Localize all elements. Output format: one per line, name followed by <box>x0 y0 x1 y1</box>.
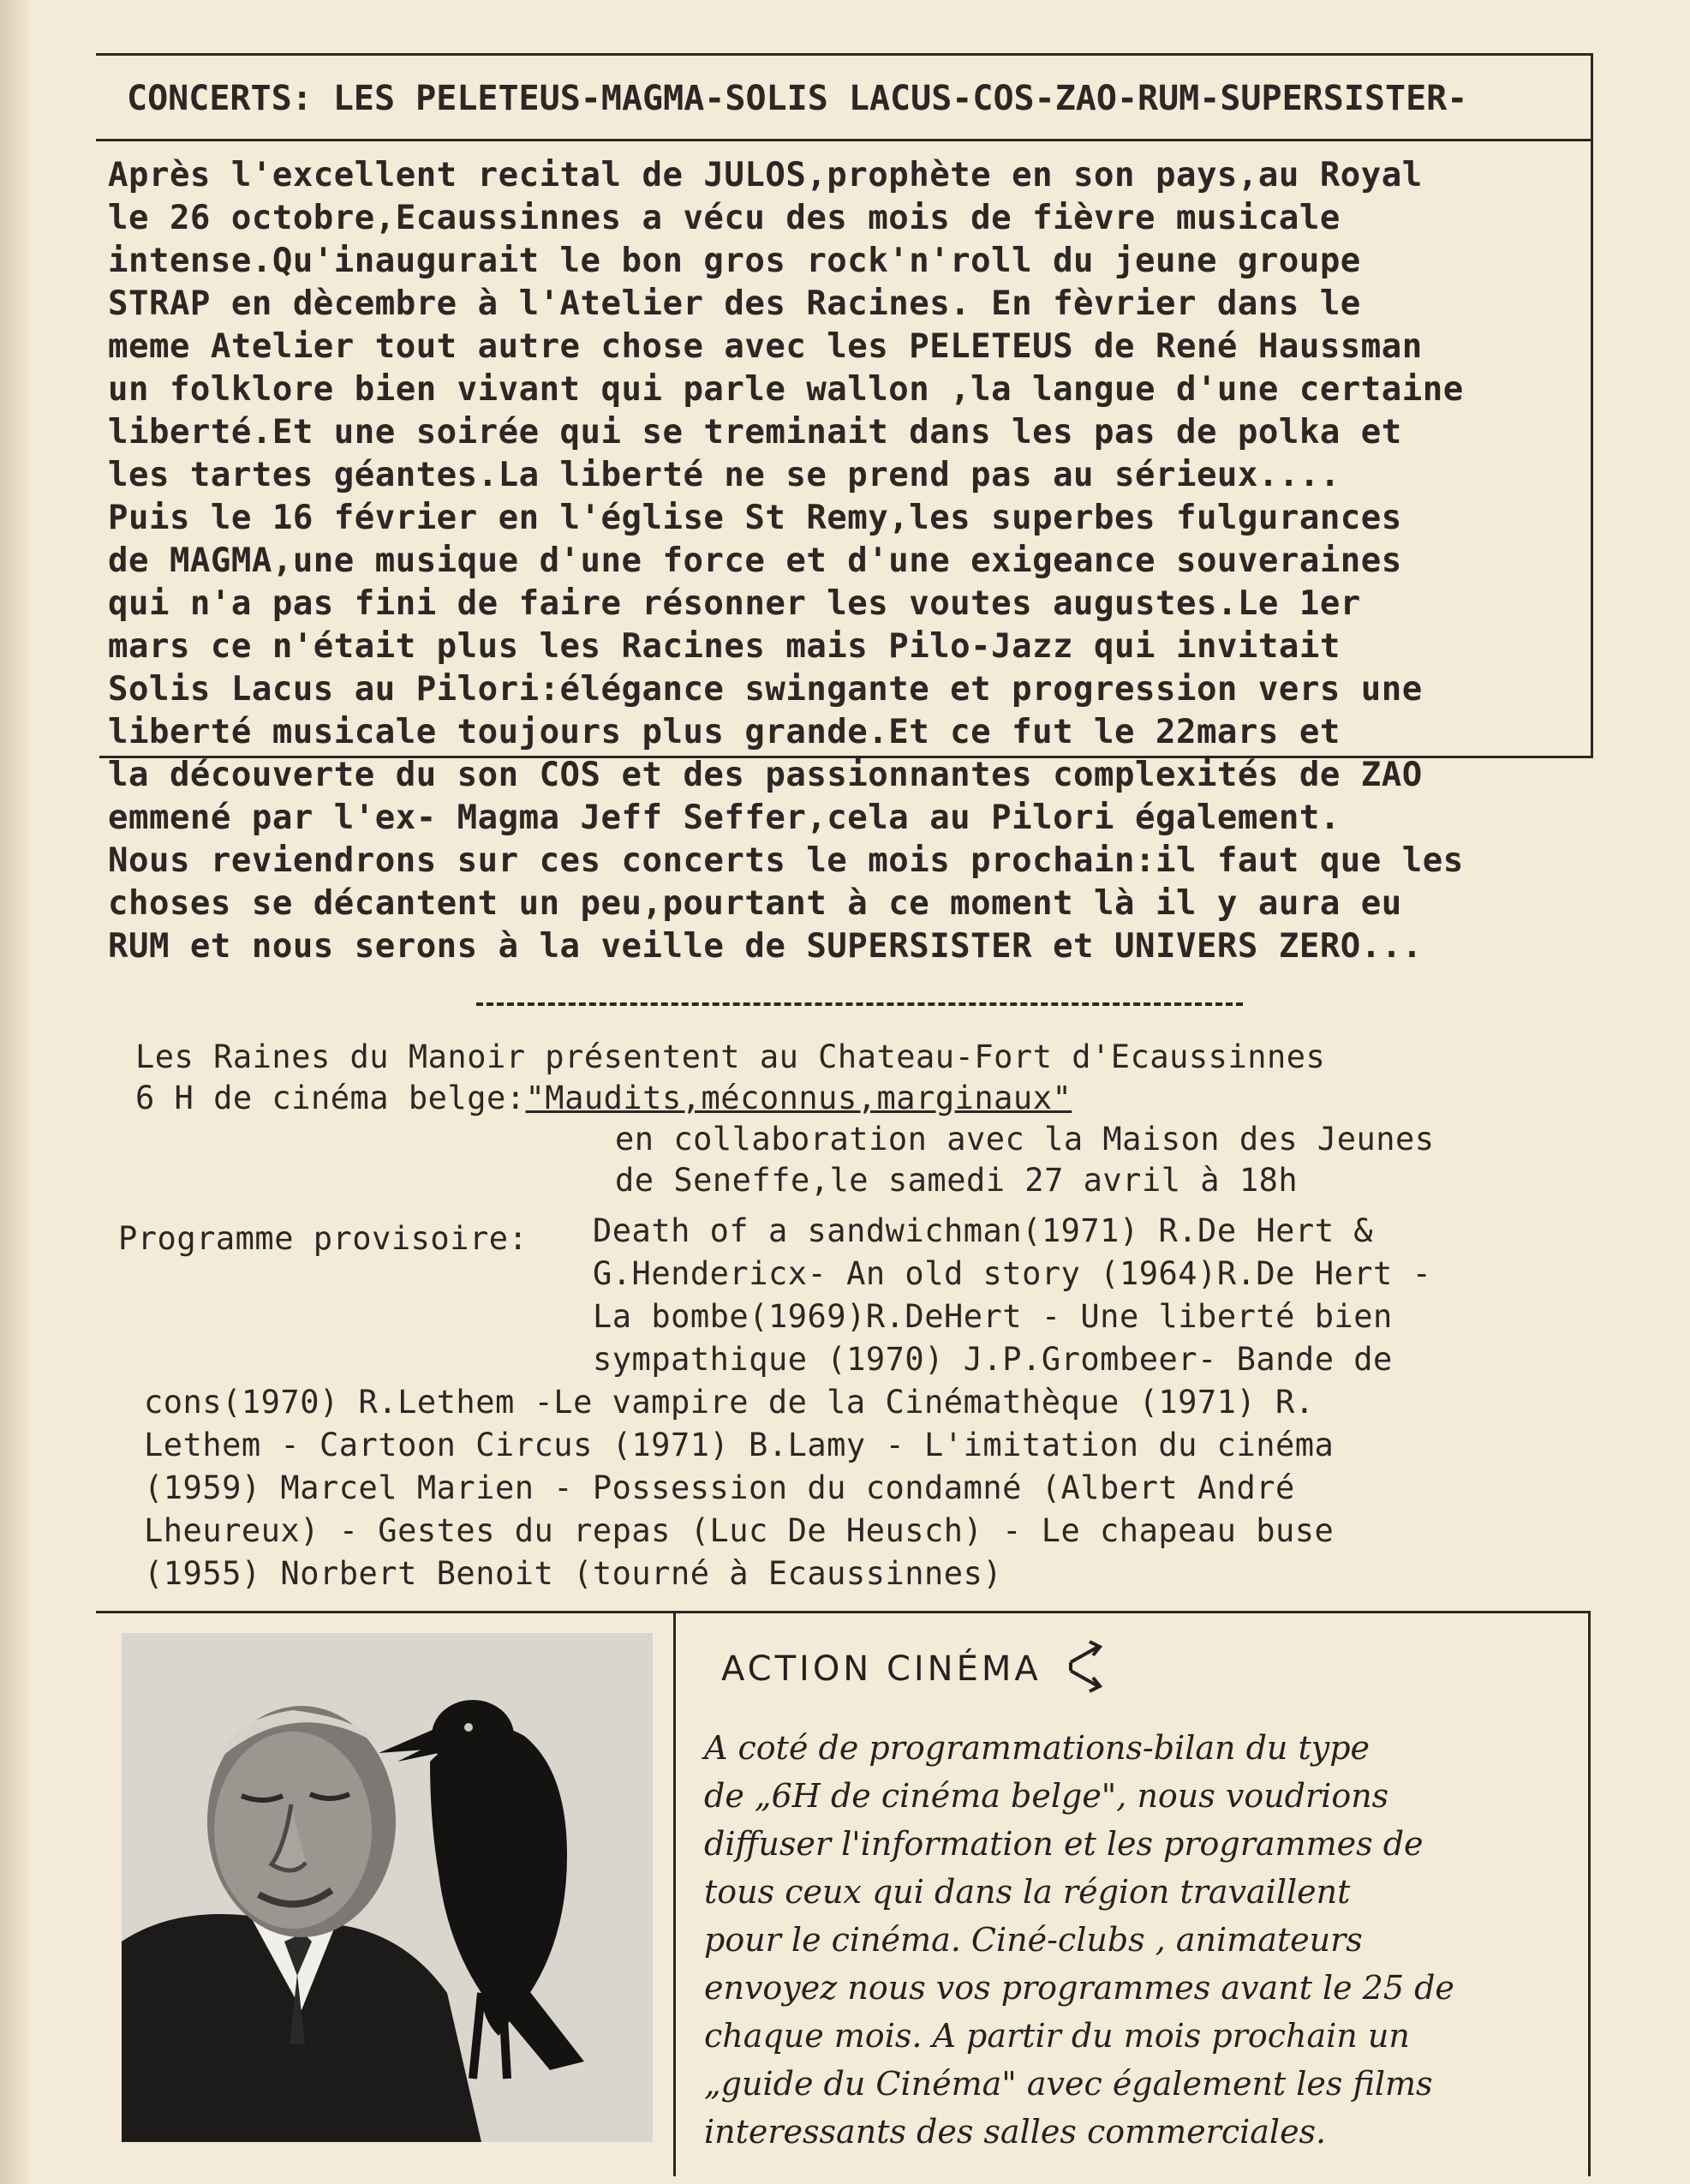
cinema-announcement <box>135 1037 1325 1119</box>
double-arrow-icon <box>1064 1637 1115 1705</box>
action-cinema-title: ACTION CINÉMA <box>721 1637 1115 1705</box>
concert-line: Puis le 16 février en l'église St Remy,les superbes fulgurances <box>108 499 1402 537</box>
action-line: diffuser l'information et les programmes de <box>704 1825 1424 1863</box>
concert-right-rule <box>1591 137 1593 758</box>
bottom-panel-divider <box>673 1611 676 2176</box>
action-cinema-text <box>704 1724 1454 2156</box>
cinema-event-title: "Maudits,méconnus,marginaux" <box>525 1080 1072 1116</box>
concert-line: liberté.Et une soirée qui se treminait dans les pas de polka et <box>108 413 1402 452</box>
banner-right-rule <box>1591 53 1593 141</box>
concert-line: choses se décantent un peu,pourtant à ce moment là il y aura eu <box>108 884 1402 923</box>
concert-line: de MAGMA,une musique d'une force et d'une exigeance souveraines <box>108 542 1402 580</box>
action-line: pour le cinéma. Ciné-clubs , animateurs <box>704 1921 1363 1959</box>
action-line: tous ceux qui dans la région travaillent <box>704 1873 1351 1911</box>
page-edge <box>0 0 29 2184</box>
bottom-panel-top-rule <box>96 1611 1591 1613</box>
cinema-subtitle-prefix: 6 H de cinéma belge: <box>135 1080 526 1116</box>
concert-line: le 26 octobre,Ecaussinnes a vécu des mois de fièvre musicale <box>108 199 1341 237</box>
programme-list-indented <box>593 1210 1431 1381</box>
photo-man-with-raven <box>122 1633 653 2142</box>
concert-line: Après l'excellent recital de JULOS,prophète en son pays,au Royal <box>108 156 1423 194</box>
programme-label: Programme provisoire: <box>118 1220 528 1257</box>
concert-line: Nous reviendrons sur ces concerts le mois prochain:il faut que les <box>108 841 1464 880</box>
concert-line: liberté musicale toujours plus grande.Et ce fut le 22mars et <box>108 713 1341 751</box>
programme-list-full <box>144 1381 1334 1595</box>
action-line: A coté de programmations-bilan du type <box>704 1729 1371 1767</box>
photo-illustration <box>122 1633 653 2142</box>
programme-line: G.Hendericx- An old story (1964)R.De Hert - <box>593 1255 1432 1292</box>
cinema-collaboration <box>615 1119 1435 1201</box>
action-line: chaque mois. A partir du mois prochain un <box>704 2017 1410 2055</box>
programme-line: Lethem - Cartoon Circus (1971) B.Lamy - L'imitation du cinéma <box>144 1427 1335 1463</box>
banner-top-rule <box>96 53 1593 56</box>
programme-line: La bombe(1969)R.DeHert - Une liberté bien <box>593 1298 1393 1335</box>
concert-line: la découverte du son COS et des passionnantes complexités de ZAO <box>108 756 1423 794</box>
programme-line: Death of a sandwichman(1971) R.De Hert & <box>593 1212 1374 1249</box>
cinema-intro: Les Raines du Manoir présentent au Chateau-Fort d'Ecaussinnes <box>135 1038 1326 1075</box>
concert-line: Solis Lacus au Pilori:élégance swingante et progression vers une <box>108 670 1423 709</box>
action-line: „guide du Cinéma" avec également les films <box>704 2065 1433 2103</box>
concert-line: RUM et nous serons à la veille de SUPERSISTER et UNIVERS ZERO... <box>108 927 1423 966</box>
concert-line: un folklore bien vivant qui parle wallon ,la langue d'une certaine <box>108 370 1464 409</box>
programme-line: Lheureux) - Gestes du repas (Luc De Heusch) - Le chapeau buse <box>144 1512 1335 1549</box>
concert-line: les tartes géantes.La liberté ne se prend pas au sérieux.... <box>108 456 1341 494</box>
programme-line: sympathique (1970) J.P.Grombeer- Bande de <box>593 1341 1393 1378</box>
programme-line: (1959) Marcel Marien - Possession du condamné (Albert André <box>144 1469 1295 1506</box>
cinema-subtitle <box>135 1078 1325 1119</box>
concert-line: intense.Qu'inaugurait le bon gros rock'n'roll du jeune groupe <box>108 242 1361 280</box>
section-divider <box>476 1002 1243 1006</box>
action-line: interessants des salles commerciales. <box>704 2113 1327 2151</box>
header-banner <box>96 53 1593 139</box>
action-line: de „6H de cinéma belge", nous voudrions <box>704 1777 1389 1815</box>
bottom-panel-right-rule <box>1588 1611 1591 2176</box>
concert-line: meme Atelier tout autre chose avec les PELETEUS de René Haussman <box>108 327 1423 366</box>
collab-line: de Seneffe,le samedi 27 avril à 18h <box>615 1162 1299 1199</box>
action-line: envoyez nous vos programmes avant le 25 de <box>704 1969 1454 2007</box>
concert-line: mars ce n'était plus les Racines mais Pilo-Jazz qui invitait <box>108 627 1341 666</box>
programme-line: (1955) Norbert Benoit (tourné à Ecaussinnes) <box>144 1555 1003 1592</box>
page-title: CONCERTS: LES PELETEUS-MAGMA-SOLIS LACUS-COS-ZAO-RUM-SUPERSISTER- <box>127 79 1468 118</box>
banner-bottom-rule <box>96 139 1593 141</box>
concert-line: STRAP en dècembre à l'Atelier des Racines. En fèvrier dans le <box>108 284 1361 323</box>
concert-line: qui n'a pas fini de faire résonner les voutes augustes.Le 1er <box>108 584 1361 623</box>
programme-line: cons(1970) R.Lethem -Le vampire de la Cinémathèque (1971) R. <box>144 1384 1315 1421</box>
concert-line: emmené par l'ex- Magma Jeff Seffer,cela au Pilori également. <box>108 799 1341 837</box>
collab-line: en collaboration avec la Maison des Jeunes <box>615 1121 1435 1158</box>
concerts-article <box>108 154 1464 968</box>
